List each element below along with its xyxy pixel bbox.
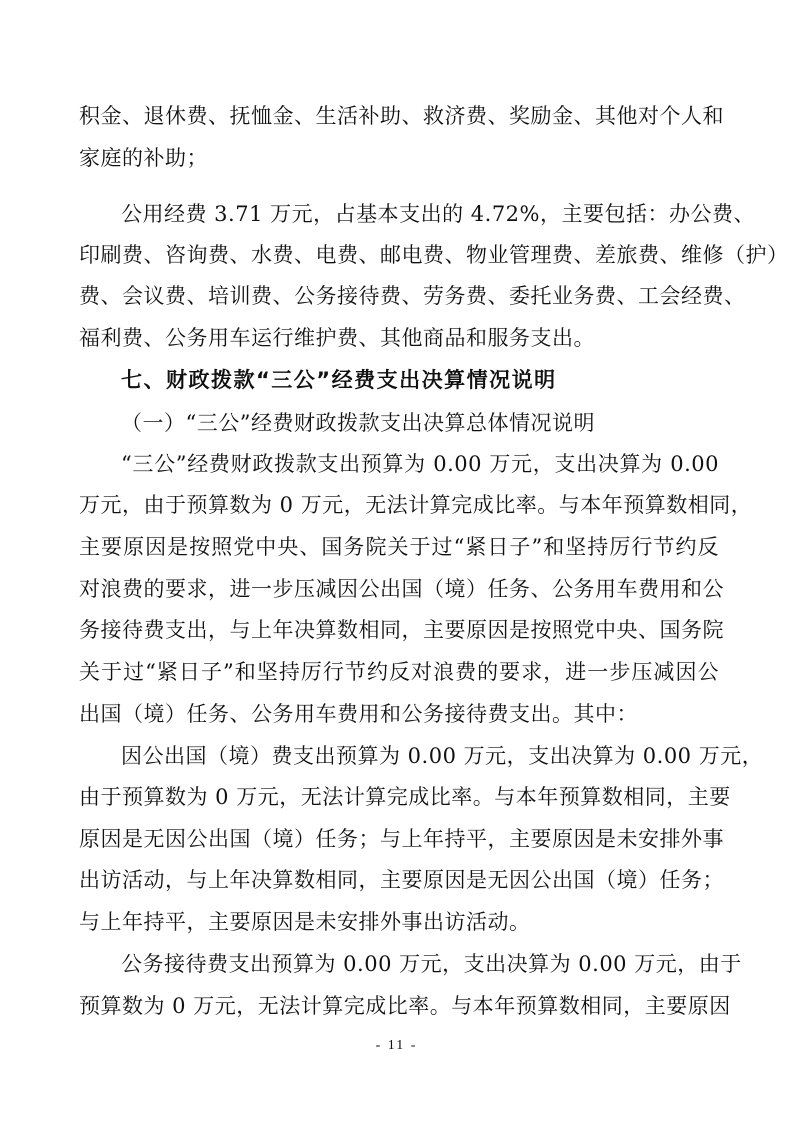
- body-text-line: “三公”经费财政拨款支出预算为 0.00 万元，支出决算为 0.00: [121, 452, 719, 476]
- body-text-line: 公务接待费支出预算为 0.00 万元，支出决算为 0.00 万元，由于: [121, 952, 742, 976]
- body-text-line: 由于预算数为 0 万元，无法计算完成比率。与本年预算数相同，主要: [79, 785, 731, 809]
- body-text-line: 印刷费、咨询费、水费、电费、邮电费、物业管理费、差旅费、维修（护）: [79, 243, 789, 267]
- body-text-line: 务接待费支出，与上年决算数相同，主要原因是按照党中央、国务院: [79, 618, 724, 642]
- body-text-line: 关于过“紧日子”和坚持厉行节约反对浪费的要求，进一步压减因公: [79, 660, 719, 684]
- body-text-line: 家庭的补助；: [79, 146, 208, 170]
- body-text-line: 公用经费 3.71 万元，占基本支出的 4.72%，主要包括：办公费、: [121, 202, 755, 226]
- body-text-line: 对浪费的要求，进一步压减因公出国（境）任务、公务用车费用和公: [79, 577, 724, 601]
- body-text-line: 出访活动，与上年决算数相同，主要原因是无因公出国（境）任务；: [79, 868, 724, 892]
- body-text-line: 原因是无因公出国（境）任务；与上年持平，主要原因是未安排外事: [79, 827, 724, 851]
- body-text-line: 福利费、公务用车运行维护费、其他商品和服务支出。: [79, 326, 595, 350]
- body-text-line: 主要原因是按照党中央、国务院关于过“紧日子”和坚持厉行节约反: [79, 535, 719, 559]
- body-text-line: 预算数为 0 万元，无法计算完成比率。与本年预算数相同，主要原因: [79, 994, 731, 1018]
- page-number: - 11 -: [375, 1038, 418, 1053]
- body-text-line: 因公出国（境）费支出预算为 0.00 万元，支出决算为 0.00 万元，: [121, 744, 764, 768]
- body-text-line: 出国（境）任务、公务用车费用和公务接待费支出。其中：: [79, 702, 638, 726]
- subsection-heading: （一）“三公”经费财政拨款支出决算总体情况说明: [121, 411, 595, 435]
- body-text-line: 万元，由于预算数为 0 万元，无法计算完成比率。与本年预算数相同，: [79, 493, 753, 517]
- body-text-line: 与上年持平，主要原因是未安排外事出访活动。: [79, 910, 531, 934]
- body-text-line: 积金、退休费、抚恤金、生活补助、救济费、奖励金、其他对个人和: [79, 104, 724, 128]
- section-heading: 七、财政拨款“三公”经费支出决算情况说明: [121, 368, 557, 392]
- body-text-line: 费、会议费、培训费、公务接待费、劳务费、委托业务费、工会经费、: [79, 284, 746, 308]
